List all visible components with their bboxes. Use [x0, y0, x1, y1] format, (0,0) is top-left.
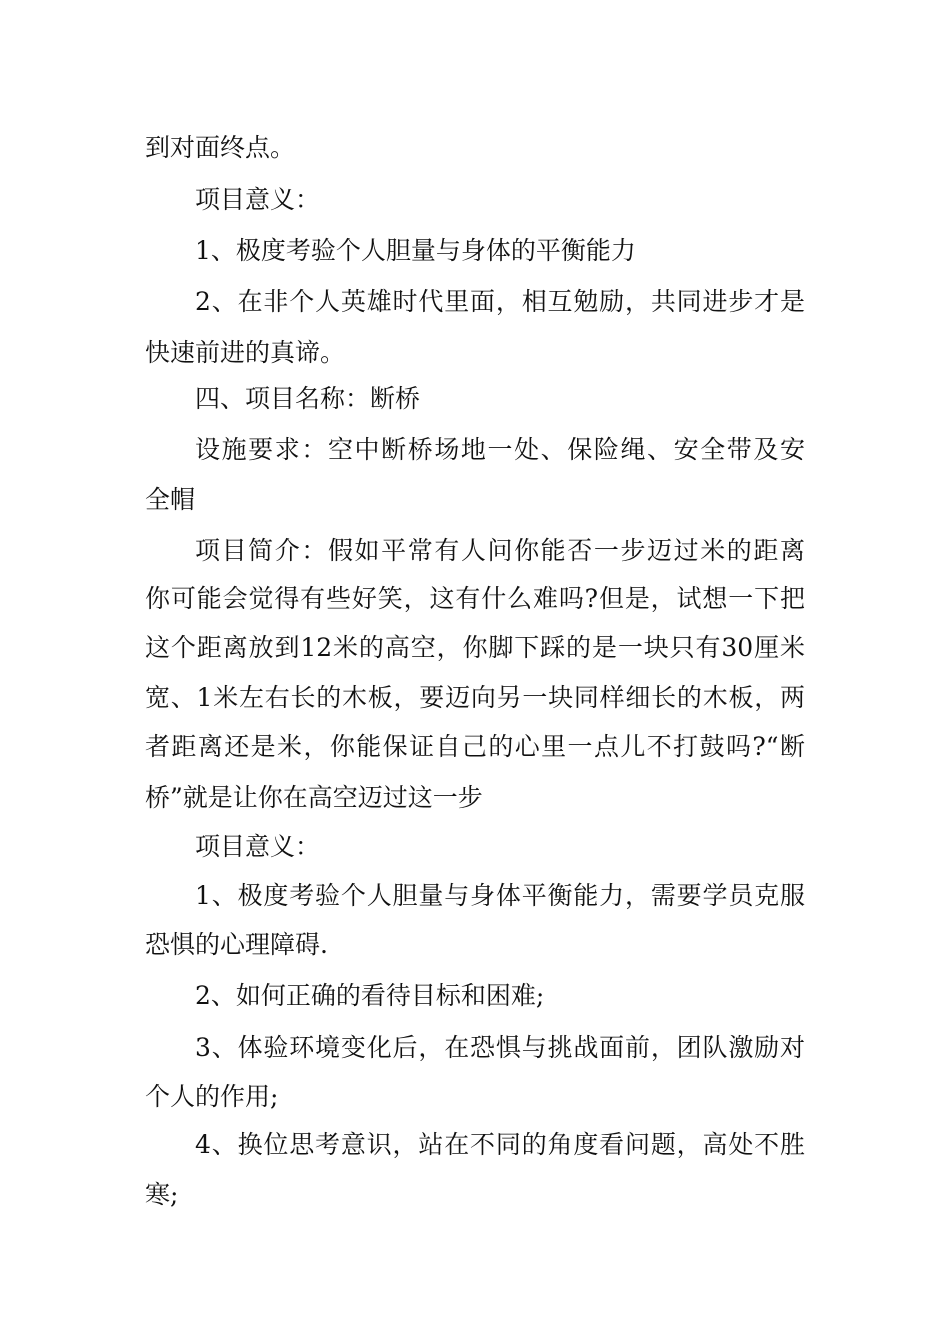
text-line-16: 1、极度考验个人胆量与身体平衡能力，需要学员克服: [195, 881, 805, 910]
text-line-5: 快速前进的真谛。: [145, 338, 346, 367]
text-line-12: 宽、1米左右长的木板，要迈向另一块同样细长的木板，两: [145, 683, 805, 712]
text-line-17: 恐惧的心理障碍.: [145, 930, 328, 959]
section-heading-significance: 项目意义：: [195, 185, 321, 214]
text-line-19: 3、体验环境变化后，在恐惧与挑战面前，团队激励对: [195, 1033, 805, 1062]
text-line-9: 项目简介：假如平常有人问你能否一步迈过米的距离: [195, 536, 805, 565]
text-line-21: 4、换位思考意识，站在不同的角度看问题，高处不胜: [195, 1130, 805, 1159]
text-line-18: 2、如何正确的看待目标和困难;: [195, 981, 545, 1010]
text-line-20: 个人的作用;: [145, 1082, 279, 1111]
text-line-3: 1、极度考验个人胆量与身体的平衡能力: [195, 236, 636, 265]
text-line-4: 2、在非个人英雄时代里面，相互勉励，共同进步才是: [195, 287, 805, 316]
section-heading-significance-2: 项目意义：: [195, 832, 321, 861]
text-line-7: 设施要求：空中断桥场地一处、保险绳、安全带及安: [195, 435, 805, 464]
text-line-13: 者距离还是米，你能保证自己的心里一点儿不打鼓吗?“断: [145, 732, 805, 761]
text-line-22: 寒;: [145, 1180, 179, 1209]
text-line-8: 全帽: [145, 485, 196, 514]
section-heading-project-name: 四、项目名称：断桥: [195, 384, 421, 413]
text-line-11: 这个距离放到12米的高空，你脚下踩的是一块只有30厘米: [145, 633, 805, 662]
text-line-10: 你可能会觉得有些好笑，这有什么难吗?但是，试想一下把: [145, 584, 805, 613]
text-line-14: 桥”就是让你在高空迈过这一步: [145, 783, 483, 812]
text-line-1: 到对面终点。: [145, 133, 296, 162]
